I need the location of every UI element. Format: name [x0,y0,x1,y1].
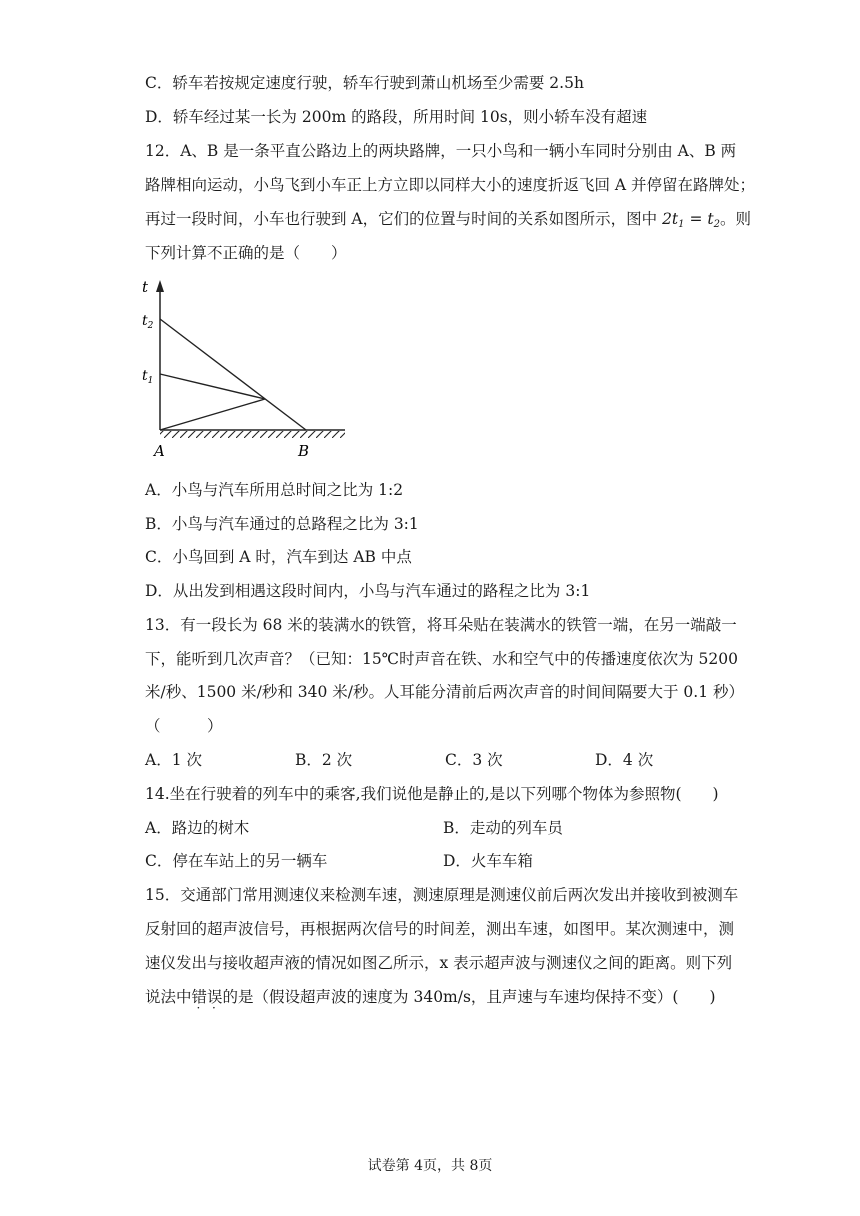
q13-stem-line3: 米/秒、1500 米/秒和 340 米/秒。人耳能分清前后两次声音的时间间隔要大于 0.1 秒） [145,683,744,701]
q13-option-b: B．2 次 [295,751,353,769]
t1-label: $t_1$ [142,368,154,386]
q13-stem-line2: 下，能听到几次声音？（已知：15℃时声音在铁、水和空气中的传播速度依次为 5200 [145,650,738,668]
q12-stem-line3 [145,208,751,236]
q13-option-c: C．3 次 [445,751,503,769]
q14-option-a: A．路边的树木 [145,819,250,837]
t-axis-label: t [142,278,149,296]
point-a-label: A [154,442,165,460]
q15-stem-line2: 反射回的超声波信号，再根据两次信号的时间差，测出车速，如图甲。某次测速中，测 [145,920,735,938]
q14-stem: 14.坐在行驶着的列车中的乘客,我们说他是静止的,是以下列哪个物体为参照物( ) [145,785,719,803]
q13-stem-line1: 13．有一段长为 68 米的装满水的铁管，将耳朵贴在装满水的铁管一端，在另一端敲一 [145,616,737,634]
q15-stem-line3: 速仪发出与接收超声液的情况如图乙所示，x 表示超声波与测速仪之间的距离。则下列 [145,954,733,972]
q14-option-b: B．走动的列车员 [443,819,563,837]
t2-label: $t_2$ [142,313,154,331]
q13-stem-line4: （ ） [145,717,223,735]
q14-option-d: D．火车车箱 [443,852,533,870]
q12-stem-line4: 下列计算不正确的是（ ） [145,244,347,262]
q12-stem-line3-text: 再过一段时间，小车也行驶到 A，它们的位置与时间的关系如图所示，图中 [145,210,663,228]
q11-option-c: C．轿车若按规定速度行驶，轿车行驶到萧山机场至少需要 2.5h [145,74,584,92]
emphasis-char-1: 错 [191,988,208,1006]
q12-stem-line2: 路牌相向运动，小鸟飞到小车正上方立即以同样大小的速度折返飞回 A 并停留在路牌处； [145,176,756,194]
q12-stem-line3-end: 。则 [719,210,751,228]
car-line [160,319,306,430]
q15-stem-line1: 15．交通部门常用测速仪来检测车速，测速原理是测速仪前后两次发出并接收到被测车 [145,886,739,904]
q12-option-d: D．从出发到相遇这段时间内，小鸟与汽车通过的路程之比为 3:1 [145,582,591,600]
q15-stem-line4: 说法中错误的是（假设超声波的速度为 340m/s，且声速与车速均保持不变）( ) [145,988,716,1006]
page-footer: 试卷第 4页，共 8页 [367,1158,493,1174]
q12-formula: $2t_1 = t_2$ [662,210,720,230]
q11-option-d: D．轿车经过某一长为 200m 的路段，所用时间 10s，则小轿车没有超速 [145,108,648,126]
q13-option-a: A．1 次 [145,751,202,769]
bird-out-line [160,399,265,430]
q12-stem-line1: 12．A、B 是一条平直公路边上的两块路牌，一只小鸟和一辆小车同时分别由 A、B 两 [145,142,737,160]
q14-option-c: C．停在车站上的另一辆车 [145,852,328,870]
q12-option-a: A．小鸟与汽车所用总时间之比为 1:2 [145,481,404,499]
q12-option-b: B．小鸟与汽车通过的总路程之比为 3:1 [145,515,419,533]
q12-option-c: C．小鸟回到 A 时，汽车到达 AB 中点 [145,548,412,566]
q13-option-d: D．4 次 [595,751,654,769]
point-b-label: B [298,442,310,460]
emphasis-char-2: 误 [207,988,223,1006]
q12-position-time-graph [140,278,355,463]
